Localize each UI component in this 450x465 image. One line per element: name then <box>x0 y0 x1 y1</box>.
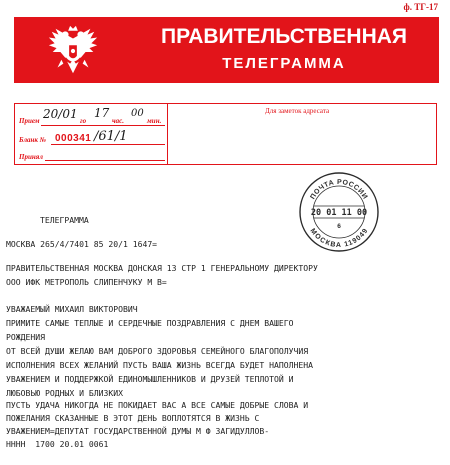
hour-label: час. <box>112 117 125 125</box>
received-min: 00 <box>131 108 144 119</box>
min-label: мин. <box>147 117 162 125</box>
svg-text:ПОЧТА РОССИИ <box>309 179 368 201</box>
post-stamp <box>297 170 381 254</box>
received-label: Прием <box>19 117 40 125</box>
reception-form <box>14 103 437 165</box>
notes-label: Для заметок адресата <box>265 107 330 115</box>
body-line: ОТ ВСЕЙ ДУШИ ЖЕЛАЮ ВАМ ДОБРОГО ЗДОРОВЬЯ СЕМЕЙНОГО БЛАГОПОЛУЧИЯ <box>6 346 309 356</box>
body-line: ПРИМИТЕ САМЫЕ ТЕПЛЫЕ И СЕРДЕЧНЫЕ ПОЗДРАВЛЕНИЯ С ДНЕМ ВАШЕГО <box>6 318 294 328</box>
received-hour: 17 <box>94 106 110 120</box>
telegram-banner <box>14 17 439 83</box>
banner-subtitle: ТЕЛЕГРАММА <box>222 55 346 72</box>
blank-rule <box>51 144 165 145</box>
form-code: ф. ТГ-17 <box>403 2 438 12</box>
body-line: УВАЖАЕМЫЙ МИХАИЛ ВИКТОРОВИЧ <box>6 304 138 314</box>
body-line: ЛЮБОВЬЮ РОДНЫХ И БЛИЗКИХ <box>6 388 123 398</box>
blank-handwritten: /61/1 <box>94 129 128 144</box>
year-label: го <box>80 117 87 125</box>
stamp-date: 20 01 11 00 <box>310 208 368 218</box>
received-rule <box>41 125 165 126</box>
accepted-label: Принял <box>19 153 43 161</box>
service-line: МОСКВА 265/4/7401 85 20/1 1647= <box>6 239 158 249</box>
body-line: НННН 1700 20.01 0061 <box>6 439 109 449</box>
body-line: ПУСТЬ УДАЧА НИКОГДА НЕ ПОКИДАЕТ ВАС А ВСЕ САМЫЕ ДОБРЫЕ СЛОВА И <box>6 400 309 410</box>
form-divider <box>167 104 168 164</box>
body-line: ПОЖЕЛАНИЯ СКАЗАННЫЕ В ЭТОТ ДЕНЬ ВОПЛОТЯТСЯ В ЖИЗНЬ С <box>6 413 260 423</box>
double-headed-eagle-emblem-icon <box>44 23 102 81</box>
banner-title: ПРАВИТЕЛЬСТВЕННАЯ <box>160 25 408 48</box>
body-line: РОЖДЕНИЯ <box>6 332 45 342</box>
accepted-rule <box>45 160 165 161</box>
body-line: УВАЖЕНИЕМ И ПОДДЕРЖКОЙ ЕДИНОМЫШЛЕННИКОВ И ДРУЗЕЙ ТЕПЛОТОЙ И <box>6 374 294 384</box>
stamp-top-text: ПОЧТА РОССИИ <box>309 178 369 201</box>
blank-number: 000341 <box>55 133 92 144</box>
blank-label: Бланк № <box>19 136 47 144</box>
address-line: ПРАВИТЕЛЬСТВЕННАЯ МОСКВА ДОНСКАЯ 13 СТР 1 ГЕНЕРАЛЬНОМУ ДИРЕКТОРУ <box>6 263 318 273</box>
address-line: ООО ИФК МЕТРОПОЛЬ СЛИПЕНЧУКУ М В= <box>6 277 167 287</box>
body-line: ИСПОЛНЕНИЯ ВСЕХ ЖЕЛАНИЙ ПУСТЬ ВАША ЖИЗНЬ ВСЕГДА БУДЕТ НАПОЛНЕНА <box>6 360 313 370</box>
telegram-heading: ТЕЛЕГРАММА <box>40 215 89 225</box>
body-line: УВАЖЕНИЕМ=ДЕПУТАТ ГОСУДАРСТВЕННОЙ ДУМЫ М Ф ЗАГИДУЛЛОВ- <box>6 426 270 436</box>
stamp-bottom-text: МОСКВА 119049 <box>308 227 370 250</box>
received-day: 20/01 <box>43 107 78 121</box>
stamp-index: 6 <box>337 223 341 230</box>
